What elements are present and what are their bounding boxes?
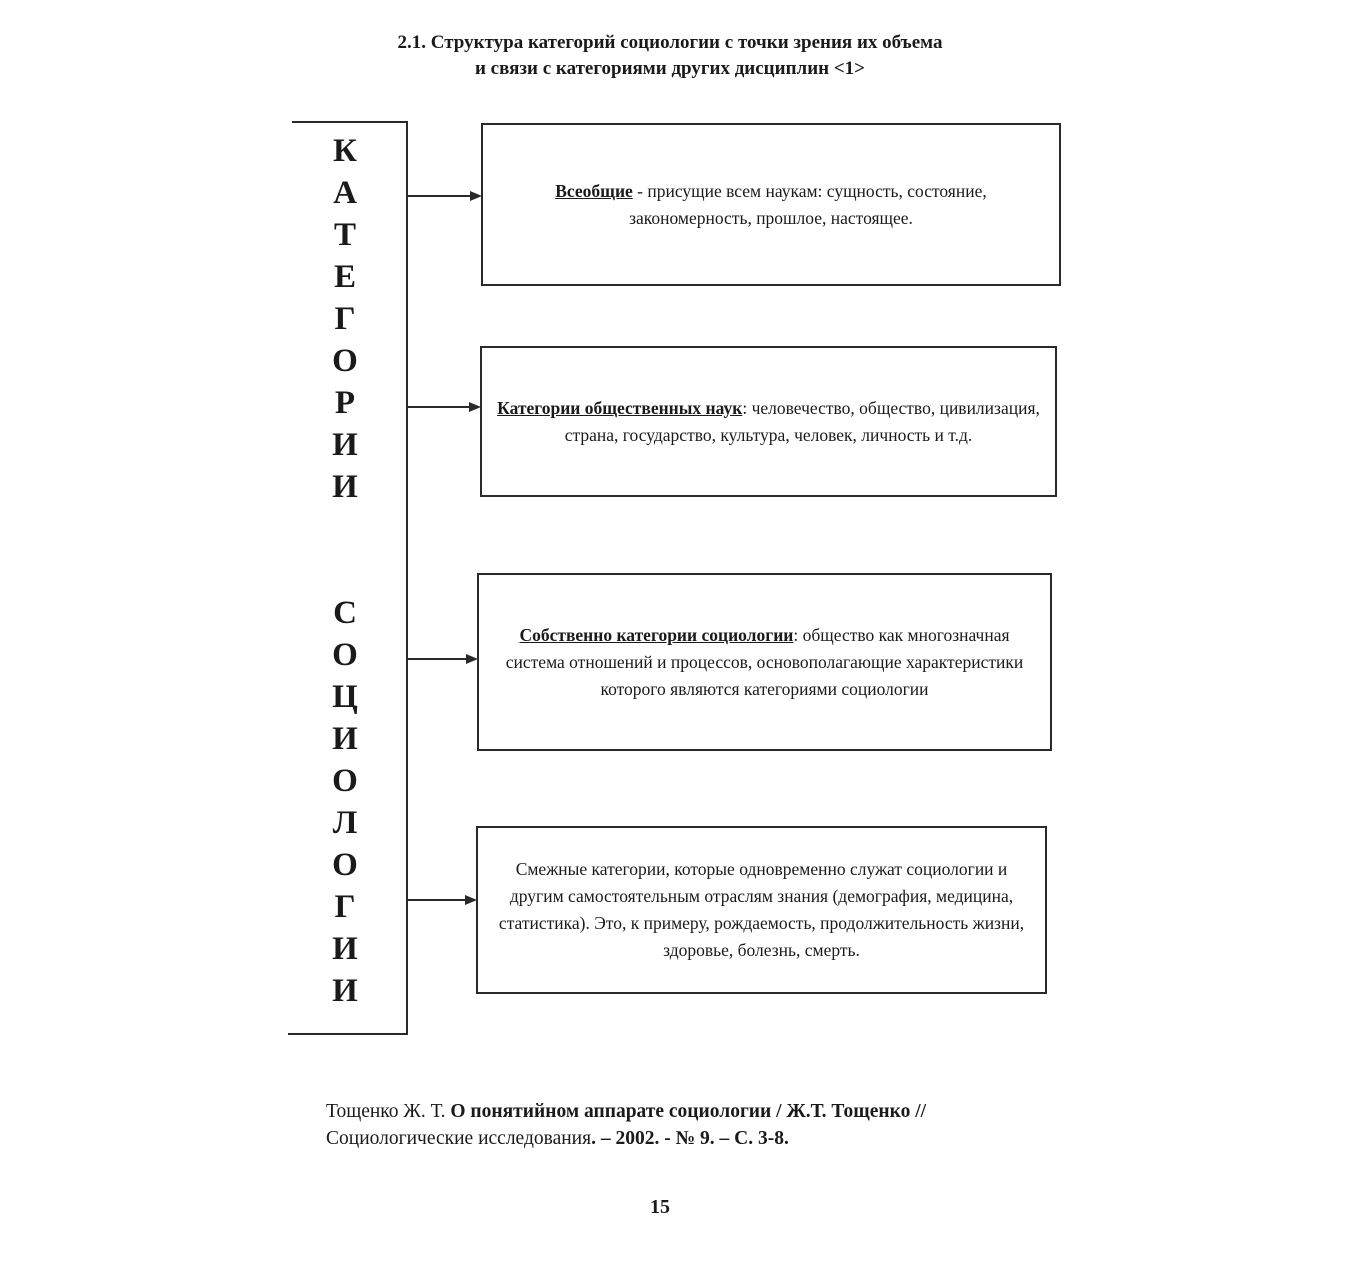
letter: И [332, 721, 358, 757]
reference-author: Тощенко Ж. Т. [326, 1101, 451, 1122]
box-text: : общество как многозначная система отношений и процессов, основополагающие характеристики которого являются категориями социологии [505, 624, 1024, 699]
footnote-reference [326, 1098, 1086, 1152]
letter: О [332, 763, 358, 799]
letter: И [332, 973, 358, 1009]
box-adjacent-categories [476, 826, 1047, 994]
letter: Л [332, 805, 358, 841]
letter: О [332, 847, 358, 883]
box-text: Смежные категории, которые одновременно служат социологии и другим самостоятельным отраслям знания (демография, медицина, статистика). Это, к примеру, рождаемость, продолжительность жизни, здоровье, болезнь, смерть. [498, 859, 1025, 960]
vertical-word-categories [290, 130, 400, 508]
left-panel-categories-sociology [290, 122, 407, 1034]
letter: Г [334, 301, 356, 337]
box-universal-categories [481, 123, 1061, 286]
box-social-science-categories [480, 346, 1057, 497]
vertical-word-sociology [290, 592, 400, 1012]
letter: Р [334, 385, 356, 421]
box-lead: Категории общественных наук [497, 397, 743, 418]
letter: Ц [332, 679, 358, 715]
box-lead: Собственно категории социологии [519, 624, 794, 645]
letter: О [332, 637, 358, 673]
reference-details: . – 2002. - № 9. – С. 3-8. [591, 1128, 789, 1149]
letter: Г [334, 889, 356, 925]
letter: Е [333, 259, 356, 295]
box-text: - присущие всем наукам: сущность, состояние, закономерность, прошлое, настоящее. [629, 180, 987, 228]
box-lead: Всеобщие [555, 180, 633, 201]
letter: О [332, 343, 358, 379]
letter: Т [333, 217, 356, 253]
letter: С [333, 595, 357, 631]
title-line-2: и связи с категориями других дисциплин <1> [474, 58, 865, 79]
title-line-1: 2.1. Структура категорий социологии с точки зрения их объема [397, 32, 943, 53]
page-number: 15 [650, 1196, 670, 1218]
letter: И [332, 469, 358, 505]
box-text: : человечество, общество, цивилизация, страна, государство, культура, человек, личность и т.д. [564, 397, 1040, 445]
letter: И [332, 931, 358, 967]
letter: А [333, 175, 357, 211]
letter: И [332, 427, 358, 463]
reference-title: О понятийном аппарате социологии / Ж.Т. Тощенко // [450, 1101, 927, 1122]
letter: К [333, 133, 357, 169]
reference-journal: Социологические исследования [326, 1128, 592, 1149]
box-sociology-proper-categories [477, 573, 1052, 751]
